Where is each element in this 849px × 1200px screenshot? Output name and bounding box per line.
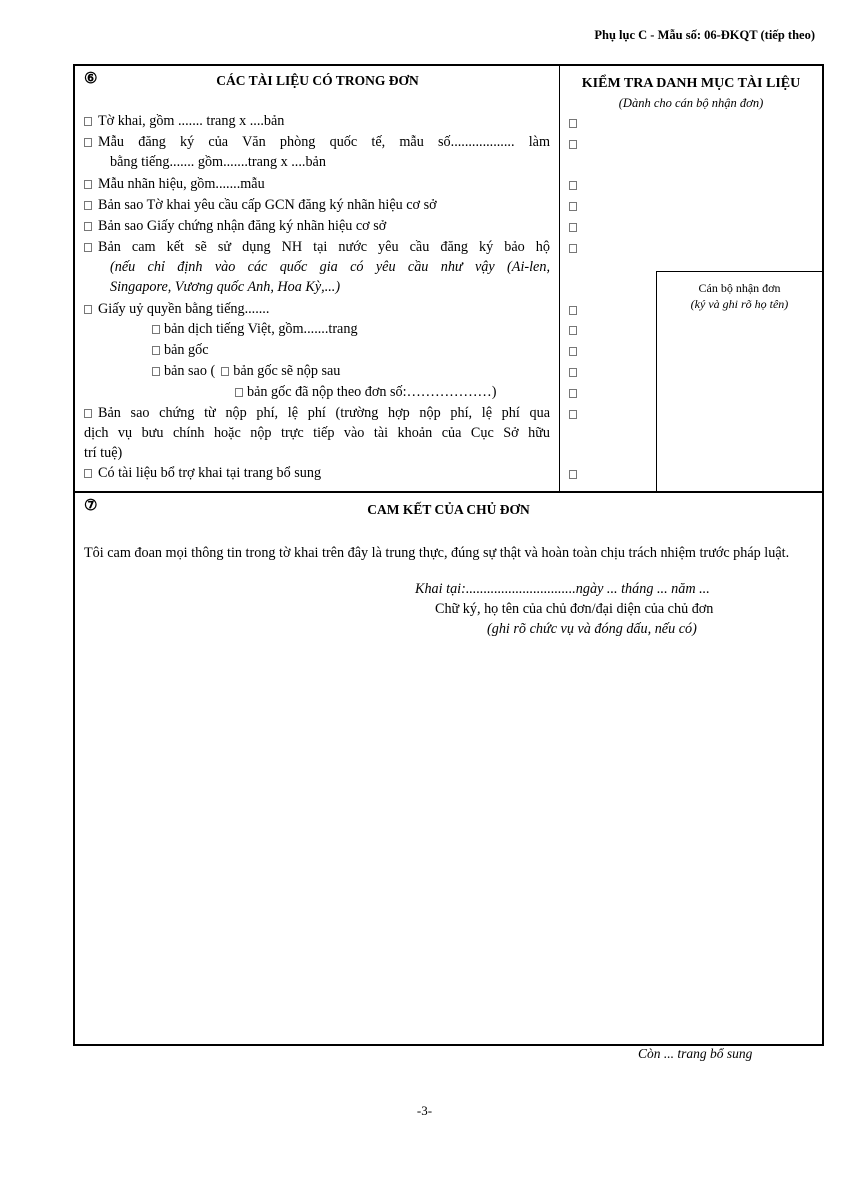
form-frame — [73, 64, 824, 1046]
checkbox[interactable] — [84, 117, 92, 126]
doc-item-base-application-copy: Bản sao Tờ khai yêu cầu cấp GCN đăng ký nhãn hiệu cơ sở — [84, 197, 437, 214]
checkbox[interactable] — [221, 367, 229, 376]
supplementary-pages-note: Còn ... trang bổ sung — [638, 1046, 753, 1061]
check-box[interactable] — [569, 223, 577, 232]
check-column-subtitle: (Dành cho cán bộ nhận đơn) — [618, 96, 764, 110]
section-6-title: CÁC TÀI LIỆU CÓ TRONG ĐƠN — [216, 73, 419, 88]
checkbox[interactable] — [84, 180, 92, 189]
documents-list-column — [75, 66, 560, 491]
check-box[interactable] — [569, 181, 577, 190]
checkbox[interactable] — [152, 325, 160, 334]
section-6-number: ⑥ — [84, 71, 98, 87]
check-box[interactable] — [569, 306, 577, 315]
checkbox[interactable] — [152, 346, 160, 355]
form-header: Phụ lục C - Mẫu số: 06-ĐKQT (tiếp theo) — [594, 28, 815, 42]
doc-item-use-commitment: Bản cam kết sẽ sử dụng NH tại nước yêu cầu đăng ký bảo hộ — [84, 239, 550, 256]
check-box[interactable] — [569, 470, 577, 479]
officer-note: (ký và ghi rõ họ tên) — [690, 297, 789, 311]
check-column-title: KIỂM TRA DANH MỤC TÀI LIỆU — [581, 76, 801, 91]
doc-item-supplementary: Có tài liệu bổ trợ khai tại trang bổ sung — [84, 465, 321, 482]
check-box[interactable] — [569, 202, 577, 211]
check-box[interactable] — [569, 347, 577, 356]
officer-signature-box — [656, 271, 822, 491]
page-number: -3- — [416, 1103, 433, 1118]
section-7-number: ⑦ — [84, 498, 98, 514]
doc-item-wipo-form-cont: bằng tiếng....... gồm.......trang x ....bản — [110, 154, 326, 170]
check-box[interactable] — [569, 410, 577, 419]
commitment-section — [75, 493, 822, 1044]
checkbox[interactable] — [84, 409, 92, 418]
officer-label: Cán bộ nhận đơn — [698, 281, 781, 295]
doc-item-poa-original-filed: bản gốc đã nộp theo đơn số:………………) — [235, 384, 496, 401]
check-box[interactable] — [569, 244, 577, 253]
checkbox[interactable] — [235, 388, 243, 397]
doc-item-declaration: Tờ khai, gồm ....... trang x ....bản — [84, 113, 284, 130]
checkbox[interactable] — [84, 138, 92, 147]
doc-item-mark-samples: Mẫu nhãn hiệu, gồm.......mẫu — [84, 176, 265, 193]
doc-item-power-of-attorney: Giấy uỷ quyền bằng tiếng....... — [84, 301, 269, 318]
place-date-line: Khai tại:...............................ngày ... tháng ... năm ... — [415, 581, 710, 597]
signature-note: (ghi rõ chức vụ và đóng dấu, nếu có) — [487, 621, 697, 637]
doc-item-wipo-form: Mẫu đăng ký của Văn phòng quốc tế, mẫu số.................. làm — [84, 134, 550, 151]
check-box[interactable] — [569, 389, 577, 398]
doc-item-fee-receipt-cont2: trí tuệ) — [84, 445, 123, 461]
doc-item-poa-original: bản gốc — [152, 342, 209, 359]
doc-item-poa-copy: bản sao ( bản gốc sẽ nộp sau — [152, 363, 340, 380]
commitment-text: Tôi cam đoan mọi thông tin trong tờ khai trên đây là trung thực, đúng sự thật và hoàn toàn chịu trách nhiệm trước pháp luật. — [84, 545, 790, 561]
documents-section — [75, 66, 822, 493]
checkbox[interactable] — [152, 367, 160, 376]
doc-item-fee-receipt-cont1: dịch vụ bưu chính hoặc nộp trực tiếp vào tài khoản của Cục Sở hữu — [84, 425, 550, 441]
check-box[interactable] — [569, 140, 577, 149]
check-box[interactable] — [569, 326, 577, 335]
doc-item-use-commitment-cont1: (nếu chỉ định vào các quốc gia có yêu cầu như vậy (Ai-len, — [110, 259, 550, 275]
checkbox[interactable] — [84, 469, 92, 478]
checkbox[interactable] — [84, 222, 92, 231]
check-column — [560, 66, 822, 491]
checkbox[interactable] — [84, 201, 92, 210]
doc-item-fee-receipt: Bản sao chứng từ nộp phí, lệ phí (trường hợp nộp phí, lệ phí qua — [84, 405, 550, 422]
checkbox[interactable] — [84, 305, 92, 314]
doc-item-poa-translation: bản dịch tiếng Việt, gồm.......trang — [152, 321, 358, 338]
checkbox[interactable] — [84, 243, 92, 252]
check-box[interactable] — [569, 368, 577, 377]
section-7-title: CAM KẾT CỦA CHỦ ĐƠN — [367, 502, 530, 517]
check-box[interactable] — [569, 119, 577, 128]
doc-item-use-commitment-cont2: Singapore, Vương quốc Anh, Hoa Kỳ,...) — [110, 279, 341, 295]
signature-label: Chữ ký, họ tên của chủ đơn/đại diện của chủ đơn — [435, 601, 714, 617]
doc-item-base-certificate-copy: Bản sao Giấy chứng nhận đăng ký nhãn hiệu cơ sở — [84, 218, 386, 235]
